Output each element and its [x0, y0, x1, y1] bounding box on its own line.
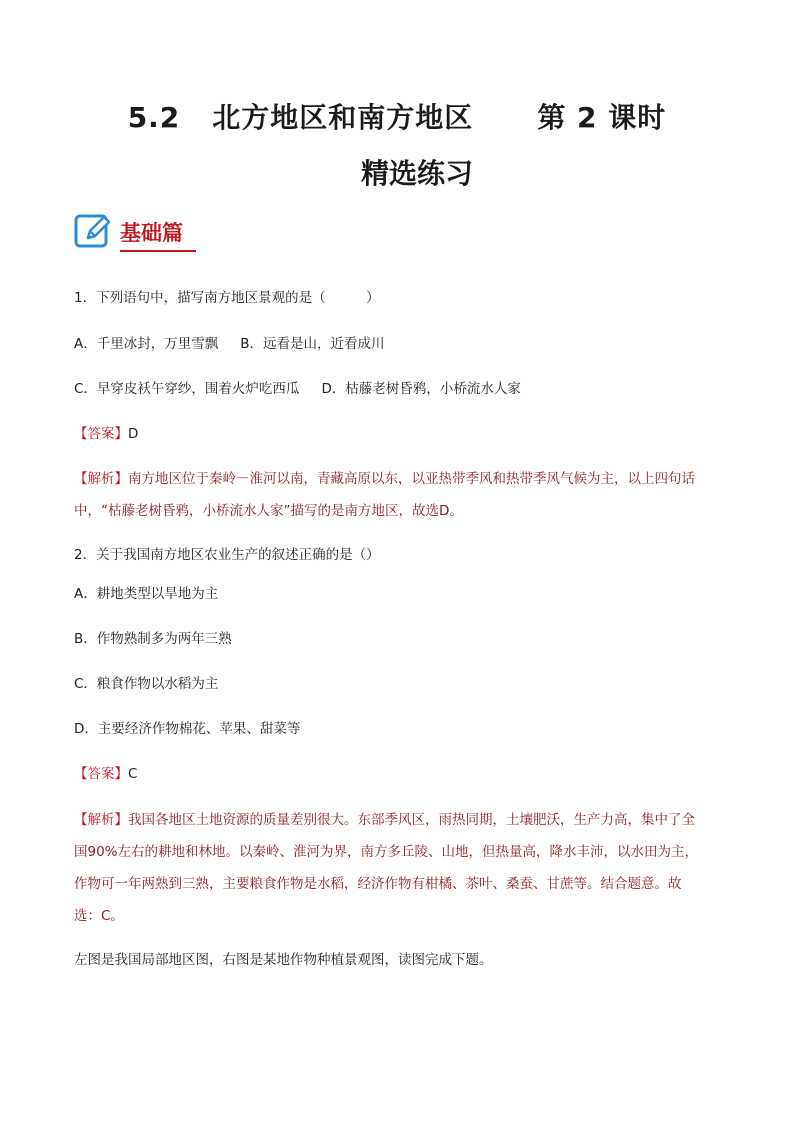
q1-options-ab	[74, 334, 724, 354]
q1-option-a: A．千里冰封，万里雪飘	[74, 336, 219, 352]
q2-analysis-line-3: 作物可一年两熟到三熟，主要粮食作物是水稻，经济作物有柑橘、茶叶、桑蚕、甘蔗等。结合题意。故	[74, 876, 682, 892]
q1-answer	[74, 424, 724, 444]
section-underline	[120, 250, 196, 252]
q2-analysis-line-1	[74, 810, 724, 830]
answer-value: C	[128, 766, 138, 782]
q2-answer	[74, 764, 724, 784]
title-lesson: 第 2 课时	[537, 101, 667, 134]
document-title	[0, 96, 794, 136]
q2-option-d: D．主要经济作物棉花、苹果、甜菜等	[74, 721, 301, 737]
title-main: 北方地区和南方地区	[212, 101, 474, 134]
analysis-tag: 【解析】	[74, 812, 128, 828]
section-heading	[74, 212, 204, 254]
analysis-text: 南方地区位于秦岭－淮河以南，青藏高原以东，以亚热带季风和热带季风气候为主，以上四句话	[128, 471, 695, 487]
q2-option-b: B．作物熟制多为两年三熟	[74, 631, 232, 647]
q2-analysis-line-4: 选：C。	[74, 908, 124, 924]
q2-option-a: A．耕地类型以旱地为主	[74, 586, 219, 602]
analysis-text: 我国各地区土地资源的质量差别很大。东部季风区，雨热同期，土壤肥沃，生产力高，集中了全	[128, 812, 695, 828]
q1-analysis-line-1	[74, 469, 724, 489]
q1-option-c: C．早穿皮袄午穿纱，围着火炉吃西瓜	[74, 381, 300, 397]
answer-tag: 【答案】	[74, 766, 128, 782]
section-label: 基础篇	[120, 220, 183, 245]
q1-stem: 1．下列语句中，描写南方地区景观的是（ ）	[74, 290, 380, 306]
q2-stem: 2．关于我国南方地区农业生产的叙述正确的是（）	[74, 547, 380, 563]
next-question-intro: 左图是我国局部地区图，右图是某地作物种植景观图，读图完成下题。	[74, 952, 493, 968]
q1-option-b: B．远看是山，近看成川	[240, 336, 385, 352]
section-number: 5.2	[127, 101, 181, 134]
answer-value: D	[128, 426, 139, 442]
q2-analysis-line-2: 国90%左右的耕地和林地。以秦岭、淮河为界，南方多丘陵、山地，但热量高，降水丰沛，以水田为主，	[74, 844, 699, 860]
q1-option-d: D．枯藤老树昏鸦，小桥流水人家	[321, 381, 521, 397]
answer-tag: 【答案】	[74, 426, 128, 442]
q1-options-cd	[74, 379, 724, 399]
q2-option-c: C．粮食作物以水稻为主	[74, 676, 219, 692]
q1-analysis-line-2: 中，“枯藤老树昏鸦，小桥流水人家”描写的是南方地区，故选D。	[74, 503, 463, 519]
analysis-tag: 【解析】	[74, 471, 128, 487]
document-subtitle: 精选练习	[360, 157, 473, 190]
pencil-edit-icon	[74, 212, 112, 250]
